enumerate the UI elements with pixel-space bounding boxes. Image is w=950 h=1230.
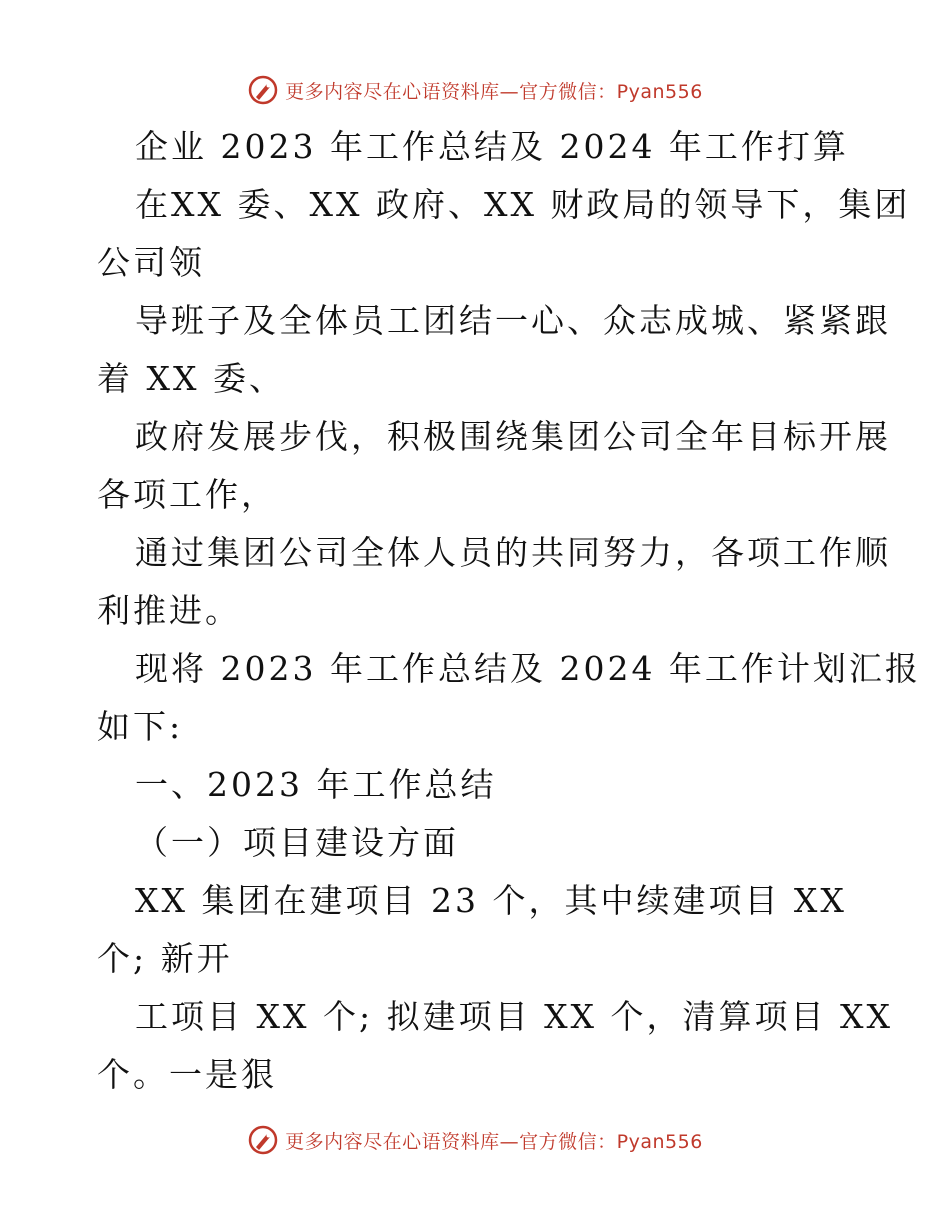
text-line: 个。一是狠 [97, 1055, 277, 1094]
text-line: 在XX 委、XX 政府、XX 财政局的领导下，集团 [135, 185, 911, 224]
text-line: 工项目 XX 个; 拟建项目 XX 个，清算项目 XX [135, 997, 894, 1036]
text-line: 各项工作， [97, 475, 277, 514]
text-line: 政府发展步伐，积极围绕集团公司全年目标开展 [135, 417, 891, 456]
text-line: 通过集团公司全体人员的共同努力，各项工作顺 [135, 533, 891, 572]
text-line: 现将 2023 年工作总结及 2024 年工作计划汇报 [135, 649, 921, 688]
text-line: 公司领 [97, 243, 205, 282]
text-line: 导班子及全体员工团结一心、众志成城、紧紧跟 [135, 301, 891, 340]
watermark-text: 更多内容尽在心语资料库—官方微信：Pyan556 [285, 80, 703, 103]
document-body [97, 118, 921, 1104]
text-line: （一）项目建设方面 [135, 823, 459, 862]
text-line: 一、2023 年工作总结 [135, 765, 497, 804]
text-line: 如下: [97, 707, 184, 746]
text-line: 着 XX 委、 [97, 359, 285, 398]
pen-nib-seal-icon [247, 74, 279, 106]
text-line: 个; 新开 [97, 939, 233, 978]
text-line: XX 集团在建项目 23 个，其中续建项目 XX [135, 881, 847, 920]
pen-nib-seal-icon [247, 1124, 279, 1156]
watermark-header [0, 70, 950, 110]
text-line: 利推进。 [97, 591, 241, 630]
text-line: 企业 2023 年工作总结及 2024 年工作打算 [135, 127, 849, 166]
watermark-footer [0, 1120, 950, 1160]
watermark-text: 更多内容尽在心语资料库—官方微信：Pyan556 [285, 1130, 703, 1153]
